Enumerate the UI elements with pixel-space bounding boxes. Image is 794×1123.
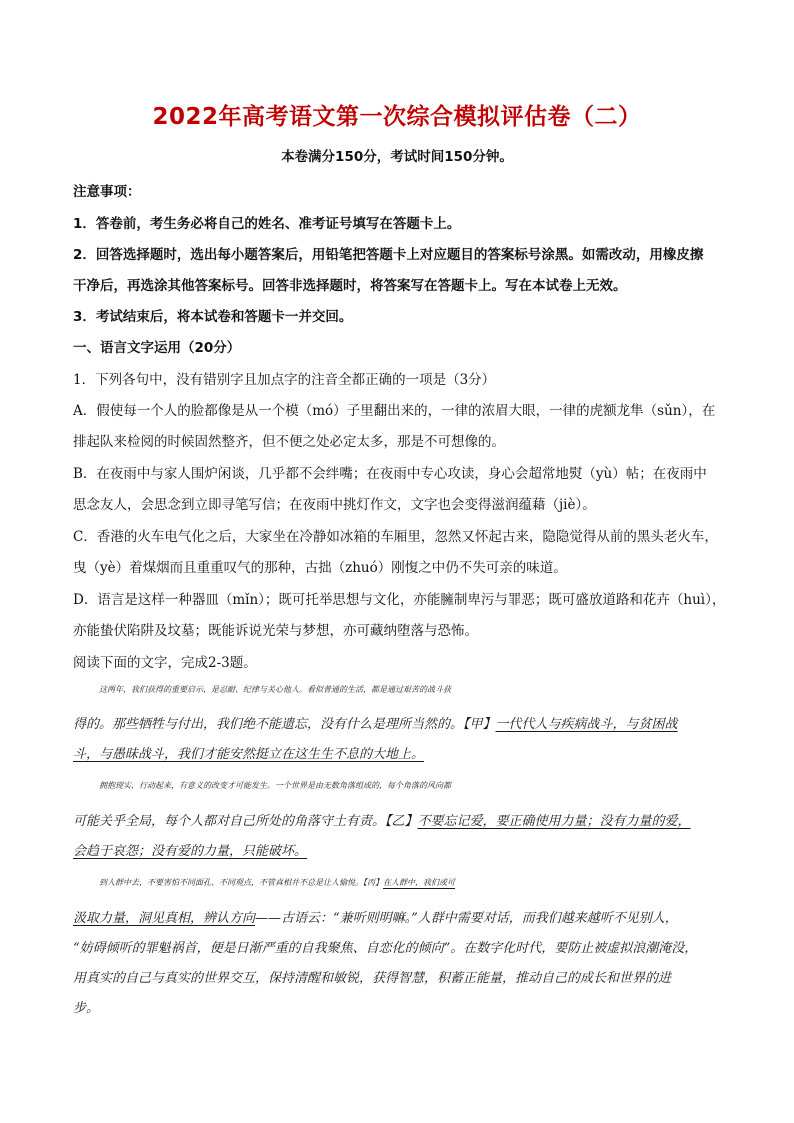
- passage-p2-line3: [73, 840, 733, 859]
- underlined-sentence-bing-cont: 汲取力量，洞见真相，辨认方向: [73, 911, 256, 926]
- passage-p3-text: 到人群中去，不要害怕不同面孔、不同观点，不管真相并不总是让人愉悦。: [99, 878, 363, 887]
- note-3: 3．考试结束后，将本试卷和答题卡一并交回。: [73, 309, 353, 325]
- question-1: 1．下列各句中，没有错别字且加点字的注音全都正确的一项是（3分）: [73, 372, 496, 388]
- note-2-line1: 2．回答选择题时，选出每小题答案后，用铅笔把答题卡上对应题目的答案标号涂黑。如需改动，用橡皮擦: [73, 247, 704, 263]
- option-c-line2: 曳（yè）着煤烟而且重重叹气的那种，古拙（zhuó）刚愎之中仍不失可亲的味道。: [73, 560, 567, 576]
- passage-p1-text: 得的。那些牺牲与付出，我们绝不能遗忘，没有什么是理所当然的。: [73, 717, 464, 732]
- passage-p3-line3: “妨碍倾听的罪魁祸首，便是日渐严重的自我聚焦、自恋化的倾向”。在数字化时代，要防止被虚拟浪潮淹没，: [73, 941, 698, 956]
- marker-yi: 【乙】: [385, 814, 418, 829]
- exam-info: 本卷满分150分，考试时间150分钟。: [281, 149, 513, 165]
- option-d-line1: D．语言是这样一种器皿（mǐn）；既可托举思想与文化，亦能臃制卑污与罪恶；既可盛放道路和花卉（huì），: [73, 592, 726, 608]
- passage-p2-line1: 拥抱现实，行动起来，有意义的改变才可能发生。一个世界是由无数角落组成的，每个角落的风向都: [99, 781, 451, 790]
- reading-instruction: 阅读下面的文字，完成2-3题。: [73, 655, 257, 671]
- page-title: 2022年高考语文第一次综合模拟评估卷（二）: [152, 104, 642, 130]
- underlined-sentence-jia: 一代代人与疾病战斗，与贫困战: [495, 717, 678, 732]
- option-a-line1: A．假使每一个人的脸都像是从一个模（mó）子里翻出来的，一律的浓眉大眼，一律的虎额龙隼（sǔn），在: [73, 403, 716, 419]
- marker-bing: 【丙】: [363, 878, 383, 887]
- underlined-sentence-yi: 不要忘记爱，要正确使用力量；没有力量的爱，: [417, 814, 691, 829]
- passage-p3-line4: 用真实的自己与真实的世界交互，保持清醒和敏锐，获得智慧，积蓄正能量，推动自己的成长和世界的进: [73, 971, 672, 986]
- option-d-line2: 亦能蛰伏陷阱及坟墓；既能诉说光荣与梦想，亦可藏纳堕落与恐怖。: [73, 623, 478, 639]
- marker-jia: 【甲】: [463, 717, 496, 732]
- option-a-line2: 排起队来检阅的时候固然整齐，但不便之处必定太多，那是不可想像的。: [73, 434, 505, 450]
- passage-p1-line1: 这两年，我们获得的重要启示，是忍耐、纪律与关心他人。看似普通的生活，都是通过艰苦的战斗获: [99, 685, 451, 694]
- passage-p3-line5: 步。: [73, 1001, 100, 1016]
- passage-p2-text: 可能关乎全局，每个人都对自己所处的角落守土有责。: [73, 814, 386, 829]
- option-b-line1: B．在夜雨中与家人围炉闲谈，几乎都不会绊嘴；在夜雨中专心攻读，身心会超常地熨（yù）帖；在夜雨中: [73, 466, 707, 482]
- passage-p3-line2: [73, 907, 733, 926]
- option-c-line1: C．香港的火车电气化之后，大家坐在冷静如冰箱的车厢里，忽然又怀起古来，隐隐觉得从前的黑头老火车，: [73, 529, 718, 545]
- passage-p1-line2: [73, 713, 733, 732]
- section-heading: 一、语言文字运用（20分）: [73, 340, 241, 356]
- passage-p3-line1: [99, 877, 759, 888]
- passage-p3-quote: ——古语云：“兼听则明嘛。”人群中需要对话，而我们越来越听不见别人，: [255, 911, 678, 926]
- option-b-line2: 思念友人，会思念到立即寻笔写信；在夜雨中挑灯作文，文字也会变得滋润蕴藉（jiè）。: [73, 497, 596, 513]
- underlined-sentence-jia-cont: 斗，与愚昧战斗，我们才能安然挺立在这生生不息的大地上。: [73, 747, 425, 762]
- note-2-line2: 干净后，再选涂其他答案标号。回答非选择题时，将答案写在答题卡上。写在本试卷上无效。: [73, 278, 627, 294]
- passage-p1-line3: [73, 743, 733, 762]
- passage-p2-line2: [73, 810, 733, 829]
- notes-heading: 注意事项：: [73, 184, 141, 200]
- underlined-sentence-bing: 在人群中，我们或可: [383, 878, 455, 887]
- note-1: 1．答卷前，考生务必将自己的姓名、准考证号填写在答题卡上。: [73, 216, 461, 232]
- underlined-sentence-yi-cont: 会趋于哀怨；没有爱的力量，只能破坏。: [73, 844, 308, 859]
